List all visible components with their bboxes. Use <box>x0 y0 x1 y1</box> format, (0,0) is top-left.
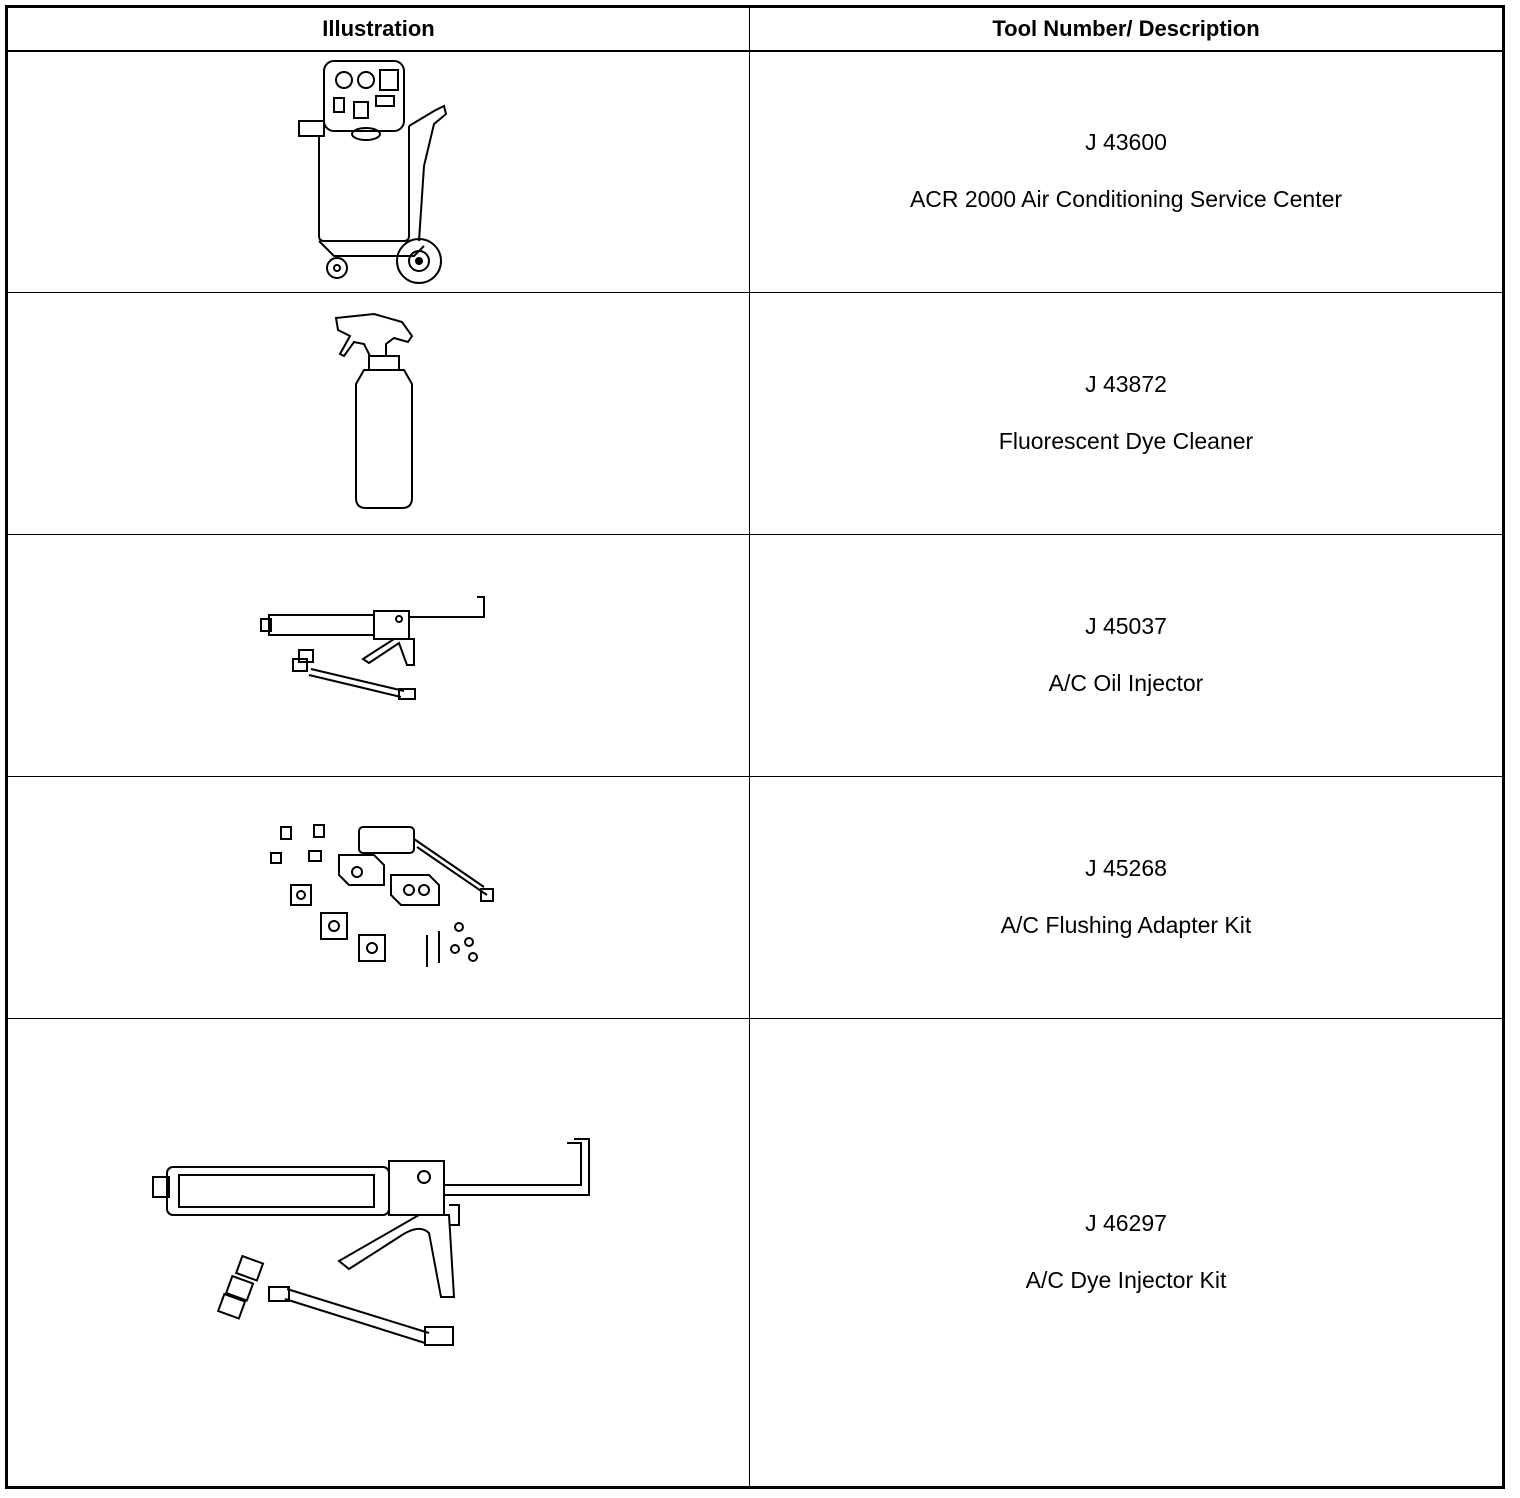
tool-number: J 43872 <box>1085 371 1167 397</box>
header-tool-description: Tool Number/ Description <box>992 16 1260 41</box>
spray-bottle-icon <box>324 308 434 518</box>
header-illustration: Illustration <box>8 8 750 50</box>
oil-injector-icon <box>259 595 499 715</box>
table-row <box>8 776 1502 1019</box>
table-row <box>8 292 1502 535</box>
table-row <box>8 1018 1502 1486</box>
tool-table <box>5 5 1505 1489</box>
tool-description: A/C Oil Injector <box>1048 670 1204 696</box>
tool-description: A/C Dye Injector Kit <box>1025 1267 1227 1293</box>
tool-number: J 45268 <box>1085 855 1167 881</box>
table-header <box>8 8 1502 52</box>
dye-injector-kit-icon <box>149 1137 609 1367</box>
flushing-adapter-kit-icon <box>259 817 499 977</box>
ac-service-center-icon <box>294 56 464 286</box>
tool-number: J 45037 <box>1085 613 1167 639</box>
tool-number: J 43600 <box>1085 129 1167 155</box>
tool-description: ACR 2000 Air Conditioning Service Center <box>909 186 1343 212</box>
tool-description: Fluorescent Dye Cleaner <box>998 428 1254 454</box>
tool-number: J 46297 <box>1085 1210 1167 1236</box>
table-row <box>8 50 1502 293</box>
table-row <box>8 534 1502 777</box>
tool-description: A/C Flushing Adapter Kit <box>1000 912 1252 938</box>
